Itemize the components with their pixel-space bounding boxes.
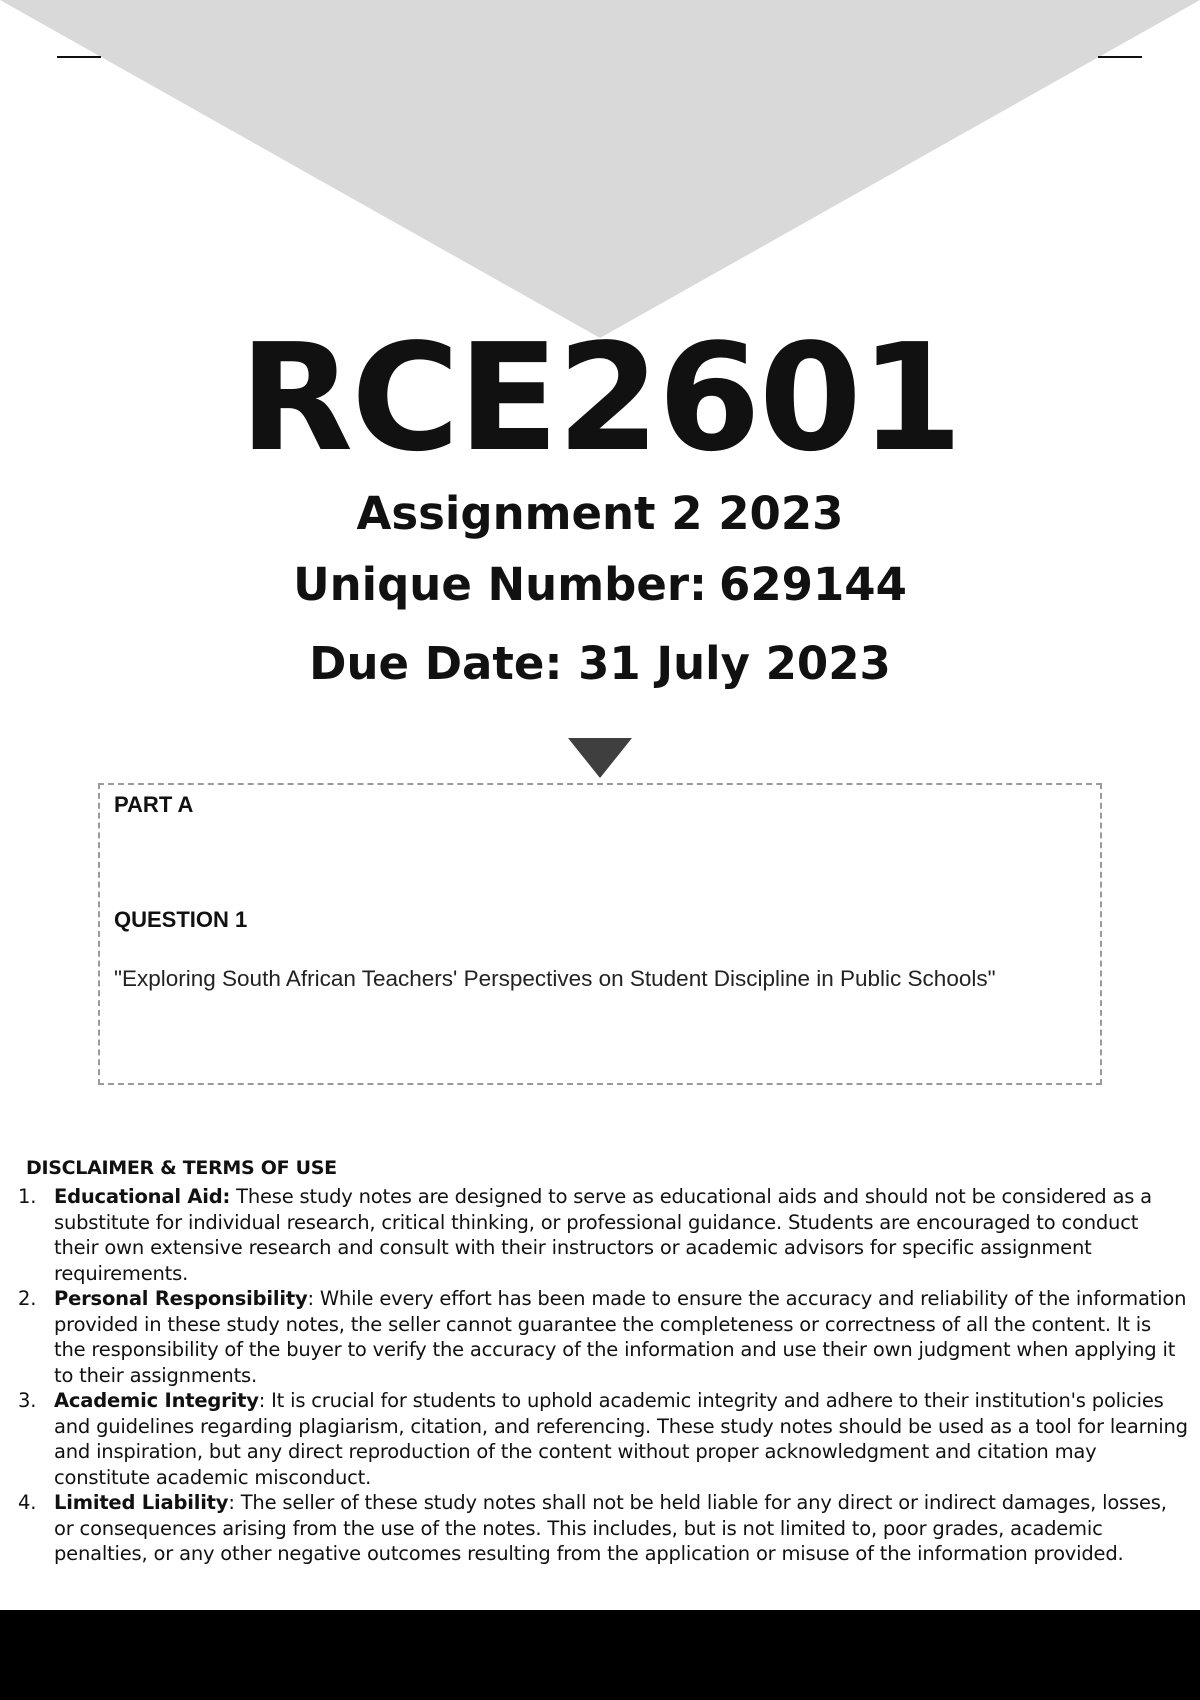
- disclaimer-item-text: : The seller of these study notes shall not be held liable for any direct or indirect damages, losses, or consequences arising from the use of the notes. This includes, but is not limited to, poor grades, academic penalties, or any other negative outcomes resulting from the application or misuse of the information provided.: [54, 1491, 1167, 1565]
- due-date: Due Date: 31 July 2023: [309, 637, 891, 690]
- disclaimer-list: [18, 1184, 1188, 1567]
- unique-number-label: Unique Number:: [293, 558, 708, 611]
- disclaimer-title: DISCLAIMER & TERMS OF USE: [26, 1157, 337, 1179]
- disclaimer-item-heading: Academic Integrity: [54, 1389, 259, 1412]
- disclaimer-item: [18, 1490, 1188, 1567]
- disclaimer-item-text: These study notes are designed to serve as educational aids and should not be considered as a substitute for individual research, critical thinking, or professional guidance. Students are encouraged to conduct their own extensive research and consult with their instructors or academic advisors for specific assignment requirements.: [54, 1185, 1152, 1285]
- disclaimer-item: [18, 1388, 1188, 1490]
- disclaimer-item-number: 1.: [18, 1185, 37, 1208]
- disclaimer-item-text: : While every effort has been made to ensure the accuracy and reliability of the information provided in these study notes, the seller cannot guarantee the completeness or correctness of all the content. It is the responsibility of the buyer to verify the accuracy of the information and use their own judgment when applying it to their assignments.: [54, 1287, 1187, 1387]
- question-topic: "Exploring South African Teachers' Perspectives on Student Discipline in Public Schools": [114, 966, 996, 991]
- disclaimer-item-number: 2.: [18, 1287, 37, 1310]
- disclaimer-item-number: 4.: [18, 1491, 37, 1514]
- banner-chevron: [0, 0, 1200, 338]
- disclaimer-item-heading: Educational Aid:: [54, 1185, 231, 1208]
- disclaimer-item-heading: Limited Liability: [54, 1491, 229, 1514]
- part-label: PART A: [114, 792, 194, 817]
- disclaimer-item-heading: Personal Responsibility: [54, 1287, 308, 1310]
- assignment-title: Assignment 2 2023: [356, 487, 844, 540]
- disclaimer-item: [18, 1286, 1188, 1388]
- disclaimer-item: [18, 1184, 1188, 1286]
- down-triangle-icon: [568, 738, 632, 778]
- question-label: QUESTION 1: [114, 907, 248, 932]
- disclaimer-item-text: : It is crucial for students to uphold academic integrity and adhere to their institution's policies and guidelines regarding plagiarism, citation, and referencing. These study notes should be used as a tool for learning and inspiration, but any direct reproduction of the content without proper acknowledgment and citation may constitute academic misconduct.: [54, 1389, 1188, 1489]
- unique-number-value: 629144: [719, 558, 907, 611]
- corner-mark-right: [1098, 56, 1142, 58]
- footer-bar: [0, 1610, 1200, 1700]
- corner-mark-left: [57, 56, 101, 58]
- disclaimer-item-number: 3.: [18, 1389, 37, 1412]
- unique-number-line: [0, 557, 1200, 613]
- question-box: [98, 783, 1102, 1085]
- course-code-title: RCE2601: [239, 312, 961, 484]
